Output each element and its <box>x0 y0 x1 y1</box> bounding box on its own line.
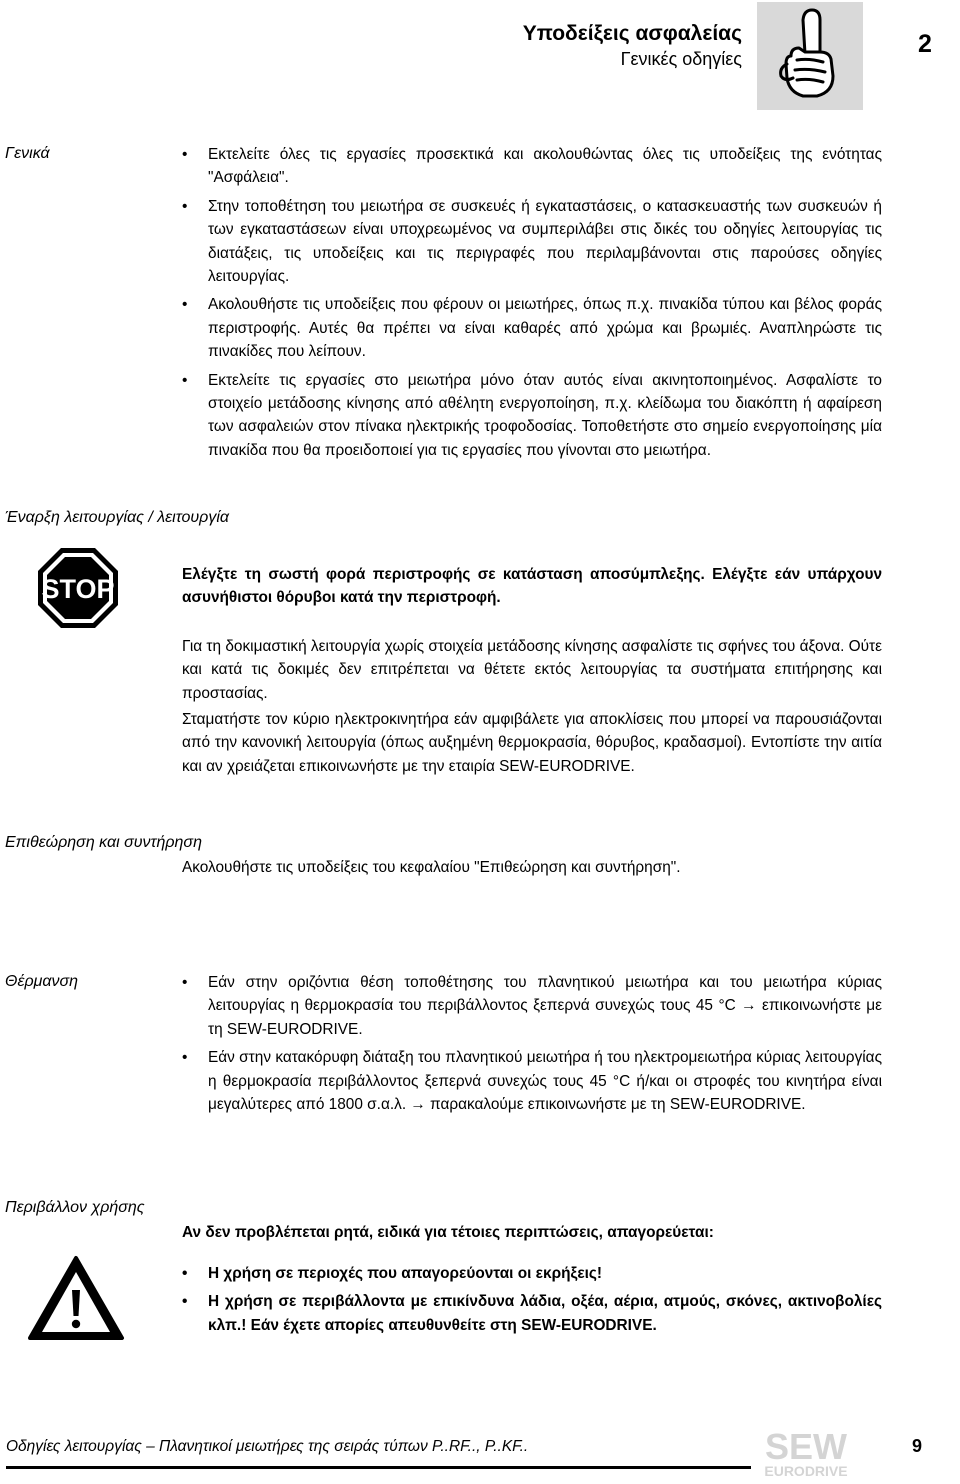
bullet: • <box>182 1293 188 1311</box>
chapter-number: 2 <box>918 30 932 58</box>
list-item: • Η χρήση σε περιβάλλοντα με επικίνδυνα λάδια, οξέα, αέρια, ατμούς, σκόνες, ακτινοβολίες κλπ.! Εάν έχετε απορίες απευθυνθείτε στη SEW-EURODRIVE. <box>208 1290 882 1337</box>
stop-sign-text: STOP <box>41 574 115 604</box>
pointing-hand-icon <box>757 2 863 110</box>
section-label-startup: Έναρξη λειτουργίας / λειτουργία <box>5 509 230 526</box>
bullet: • <box>182 296 188 314</box>
list-item: • Εάν στην κατακόρυφη διάταξη του πλανητικού μειωτήρα ή του ηλεκτρομειωτήρα κύριας λειτουργίας η θερμοκρασία περιβάλλοντος ξεπερνά συνεχώς τους 45 °C ή/και οι στροφές του κινητήρα είναι μεγαλύτερες από 1800 σ.α.λ. → παρακαλούμε επικοινωνήστε με τη SEW-EURODRIVE. <box>208 1046 882 1116</box>
environment-lead: Αν δεν προβλέπεται ρητά, ειδικά για τέτοιες περιπτώσεις, απαγορεύεται: <box>182 1224 714 1241</box>
bullet: • <box>182 146 188 163</box>
bullet: • <box>182 197 188 215</box>
bullet: • <box>182 1265 188 1282</box>
section-label-inspection: Επιθεώρηση και συντήρηση <box>5 834 202 851</box>
startup-para-2: Σταματήστε τον κύριο ηλεκτροκινητήρα εάν αμφιβάλετε για αποκλίσεις που μπορεί να παρουσιάζονται από την κανονική λειτουργία (όπως αυξημένη θερμοκρασία, θόρυβος, κραδασμοί). Εντοπίστε την αιτία και αν χρειάζεται επικοινωνήστε με την εταιρία SEW-EURODRIVE. <box>182 711 882 775</box>
bullet: • <box>182 371 188 389</box>
page-number: 9 <box>912 1436 923 1456</box>
startup-para-1: Για τη δοκιμαστική λειτουργία χωρίς στοιχεία μετάδοσης κίνησης ασφαλίστε τις σφήνες του άξονα. Ούτε και κατά τις δοκιμές δεν επιτρέπεται να θέτετε εκτός λειτουργίας τα συστήματα επιτήρησης και προστασίας. <box>182 638 882 702</box>
list-item: • Εκτελείτε όλες τις εργασίες προσεκτικά και ακολουθώντας όλες τις υποδείξεις της ενότητας "Ασφάλεια". <box>208 143 882 190</box>
section-label-environment: Περιβάλλον χρήσης <box>5 1199 145 1216</box>
heating-list <box>182 971 882 1116</box>
list-item: • Η χρήση σε περιοχές που απαγορεύονται οι εκρήξεις! <box>208 1262 882 1285</box>
environment-list <box>182 1262 882 1337</box>
footer-rule <box>6 1466 751 1469</box>
svg-text:SEW: SEW <box>764 1428 848 1467</box>
svg-text:EURODRIVE: EURODRIVE <box>764 1463 848 1479</box>
sew-eurodrive-logo <box>751 1428 861 1479</box>
startup-warning: Ελέγξτε τη σωστή φορά περιστροφής σε κατάσταση αποσύμπλεξης. Ελέγξτε εάν υπάρχουν ασυνήθιστοι θόρυβοι κατά την περιστροφή. <box>182 566 882 607</box>
list-item: • Στην τοποθέτηση του μειωτήρα σε συσκευές ή εγκαταστάσεις, ο κατασκευαστής των συσκευών ή των εγκαταστάσεων είναι υποχρεωμένος να συμπεριλάβει στις δικές του οδηγίες λειτουργίας τις διατάξεις, τις υποδείξεις και τις περιγραφές που περιλαμβάνονται στις παρούσες οδηγίες λειτουργίας. <box>208 195 882 289</box>
stop-sign-icon <box>36 546 120 630</box>
bullet: • <box>182 1049 188 1067</box>
header-title: Υποδείξεις ασφαλείας <box>522 22 742 45</box>
footer-text: Οδηγίες λειτουργίας – Πλανητικοί μειωτήρες της σειράς τύπων P..RF.., P..KF.. <box>6 1438 529 1455</box>
list-item: • Εκτελείτε τις εργασίες στο μειωτήρα μόνο όταν αυτός είναι ακινητοποιημένος. Ασφαλίστε το στοιχείο μετάδοσης κίνησης από αθέλητη ενεργοποίηση, π.χ. κλείδωμα του διακόπτη ή αφαίρεση των ασφαλειών στον πίνακα ηλεκτρικής τροφοδοσίας. Τοποθετήστε στο σημείο ενεργοποίησης μία πινακίδα που θα προειδοποιεί για τις εργασίες που γίνονται στο μειωτήρα. <box>208 369 882 463</box>
section-label-heating: Θέρμανση <box>5 973 79 990</box>
list-item: • Ακολουθήστε τις υποδείξεις που φέρουν οι μειωτήρες, όπως π.χ. πινακίδα τύπου και βέλος φοράς περιστροφής. Αυτές θα πρέπει να είναι καθαρές από χρώμα και βρωμιές. Αναπληρώστε τις πινακίδες που λείπουν. <box>208 293 882 363</box>
inspection-text: Ακολουθήστε τις υποδείξεις του κεφαλαίου "Επιθεώρηση και συντήρηση". <box>182 859 681 876</box>
bullet: • <box>182 974 188 991</box>
section-label-general: Γενικά <box>5 145 50 162</box>
list-item: • Εάν στην οριζόντια θέση τοποθέτησης του πλανητικού μειωτήρα και του μειωτήρα κύριας λειτουργίας η θερμοκρασία του περιβάλλοντος ξεπερνά συνεχώς τους 45 °C → επικοινωνήστε με τη SEW-EURODRIVE. <box>208 971 882 1041</box>
header-subtitle: Γενικές οδηγίες <box>620 49 742 69</box>
warning-triangle-icon <box>26 1254 126 1344</box>
general-list <box>182 143 882 462</box>
